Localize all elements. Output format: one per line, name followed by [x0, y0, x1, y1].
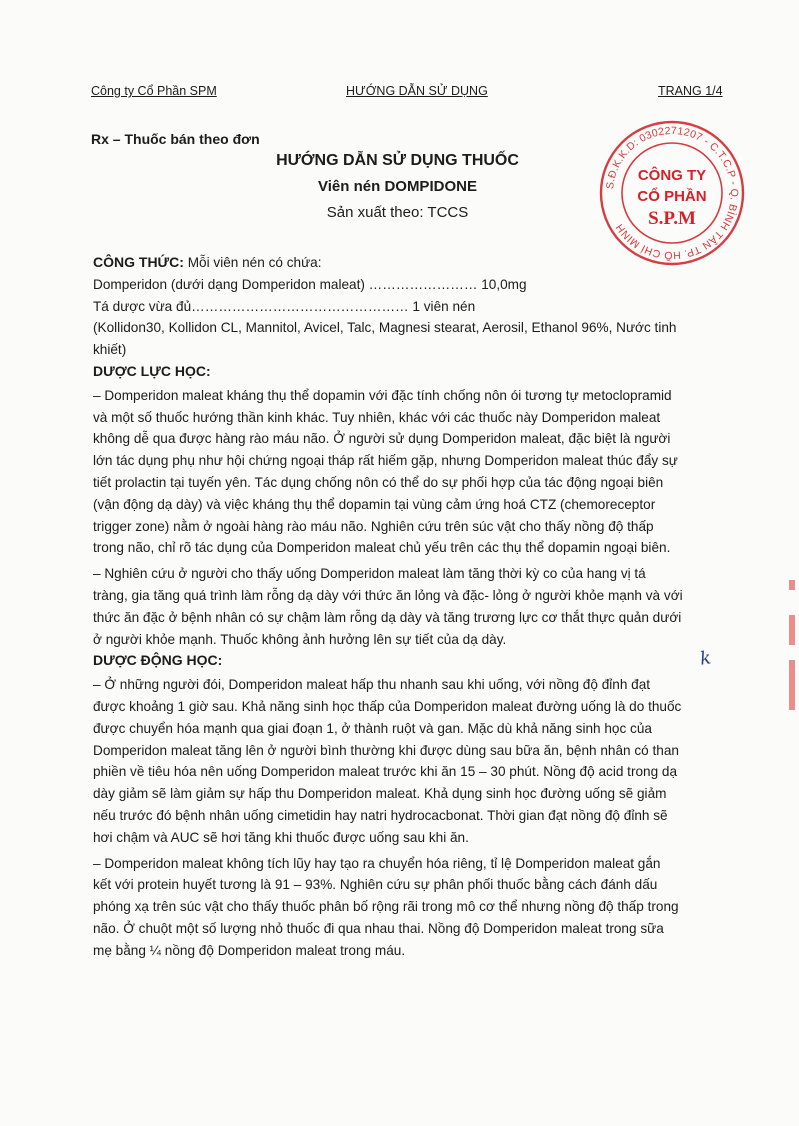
pharmacokinetics-paragraph-2	[93, 853, 733, 962]
paragraph-line: mẹ bằng ¼ nồng độ Domperidon maleat trong máu.	[93, 942, 406, 958]
paragraph-line: tiết prolactin tại tuyến yên. Tác dụng chống nôn có thể do sự phối hợp của tác động ngoại biên	[93, 474, 664, 490]
paragraph-line: trong não, chỉ rõ tác dụng của Domperidon maleat chủ yếu trên các thụ thể dopamin ngoại biên.	[93, 540, 671, 556]
paragraph-line: – Nghiên cứu ở người cho thấy uống Domperidon maleat làm tăng thời kỳ co của hang vị tá	[93, 566, 646, 582]
formula-intro: Mỗi viên nén có chứa:	[183, 255, 322, 270]
paragraph-line: dày giảm sẽ làm giảm sự hấp thu Domperidon maleat. Khả dụng sinh học đường uống sẽ giảm	[93, 786, 667, 802]
paragraph-line: Domperidon maleat tăng lên ở người bình thường khi được dùng sau bữa ăn, bệnh nhân có than	[93, 742, 679, 758]
header-company: Công ty Cổ Phần SPM	[91, 84, 217, 98]
paragraph-line: tràng, gia tăng quá trình làm rỗng dạ dày với thức ăn lỏng và đặc- lỏng ở người khỏe mạnh và với	[93, 587, 683, 603]
paragraph-line: lớn tác dụng phụ như hội chứng ngoại tháp rất hiếm gặp, nhưng Domperidon maleat thúc đẩy sự	[93, 453, 678, 469]
formula-excipients-list: (Kollidon30, Kollidon CL, Mannitol, Avicel, Talc, Magnesi stearat, Aerosil, Ethanol 96%, Nước tinh	[93, 320, 677, 336]
paragraph-line: não. Ở chuột một số lượng nhỏ thuốc đi qua nhau thai. Nồng độ Domperidon maleat trong sữa	[93, 920, 664, 936]
paragraph-line: nếu trước đó bệnh nhân uống cimetidin hay natri hydrocacbonat. Thời gian đạt nồng độ đỉnh sẽ	[93, 807, 668, 823]
handwritten-initial: k	[698, 647, 713, 670]
paragraph-line: không dễ qua được hàng rào máu não. Ở người sử dụng Domperidon maleat, đặc biệt là người	[93, 431, 671, 447]
edge-red-mark	[789, 660, 795, 710]
paragraph-line: phiền về tiêu hóa nên uống Domperidon maleat trước khi ăn 15 – 30 phút. Nồng độ acid trong dạ	[93, 764, 678, 780]
document-title: HƯỚNG DẪN SỬ DỤNG THUỐC	[276, 152, 519, 169]
paragraph-line: được chuyển hóa mạnh qua giai đoạn 1, ở thành ruột và gan. Mặc dù khả năng sinh học của	[93, 720, 652, 736]
header-doc-title: HƯỚNG DẪN SỬ DỤNG	[346, 84, 488, 98]
company-seal-stamp	[597, 118, 747, 268]
edge-red-mark	[789, 615, 795, 645]
paragraph-line: ở người khỏe mạnh. Thuốc không ảnh hưởng lên sự tiết của dạ dày.	[93, 631, 507, 647]
stamp-line-3: S.P.M	[648, 208, 696, 229]
paragraph-line: thức ăn đặc ở bệnh nhân có sự chậm làm rỗng dạ dày và tăng trương lực cơ thắt thực quản dưới	[93, 609, 682, 625]
edge-red-mark	[789, 580, 795, 590]
paragraph-line: trigger zone) nằm ở ngoài hàng rào máu não. Nghiên cứu trên súc vật cho thấy nồng độ thấp	[93, 518, 654, 534]
pharmacodynamics-heading: DƯỢC LỰC HỌC:	[93, 362, 211, 379]
paragraph-line: và một số thuốc hướng thần kinh khác. Tuy nhiên, khác với các thuốc này Domperidon maleat	[93, 409, 661, 425]
formula-excipients-list-end: khiết)	[93, 342, 127, 358]
pharmacodynamics-paragraph-2	[93, 563, 733, 650]
stamp-line-2: CỔ PHẦN	[637, 188, 707, 205]
pharmacodynamics-paragraph-1	[93, 385, 733, 559]
pharmacokinetics-heading: DƯỢC ĐỘNG HỌC:	[93, 652, 223, 669]
formula-heading-line	[93, 252, 733, 274]
stamp-line-1: CÔNG TY	[637, 167, 707, 184]
document-body	[93, 252, 733, 962]
paragraph-line: phóng xạ trên súc vật cho thấy thuốc phân bố rộng rãi trong mô cơ thể nhưng nồng độ thấp trong	[93, 899, 679, 915]
formula-row-active: Domperidon (dưới dạng Domperidon maleat) …………………… 10,0mg	[93, 276, 527, 292]
paragraph-line: kết với protein huyết tương là 91 – 93%. Nghiên cứu sự phân phối thuốc bằng cách đánh dấu	[93, 877, 658, 893]
manufacturing-standard: Sản xuất theo: TCCS	[326, 204, 469, 221]
paragraph-line: hơi chậm và AUC sẽ hơi tăng khi thuốc được uống sau khi ăn.	[93, 829, 469, 845]
paragraph-line: – Ở những người đói, Domperidon maleat hấp thu nhanh sau khi uống, với nồng độ đỉnh đạt	[93, 677, 651, 693]
paragraph-line: (vận động dạ dày) và việc kháng thụ thể dopamin tại vùng cảm ứng hoá CTZ (chemoreceptor	[93, 496, 656, 512]
paragraph-line: – Domperidon maleat không tích lũy hay tạo ra chuyển hóa riêng, tỉ lệ Domperidon maleat gắn	[93, 855, 661, 871]
paragraph-line: – Domperidon maleat kháng thụ thể dopamin với đặc tính chống nôn ói tương tự metoclopramid	[93, 387, 672, 403]
prescription-label: Rx – Thuốc bán theo đơn	[91, 131, 260, 147]
formula-row-excipient: Tá dược vừa đủ………………………………………… 1 viên nén	[93, 298, 476, 314]
paragraph-line: được khoảng 1 giờ sau. Khả năng sinh học thấp của Domperidon maleat đường uống là do thuốc	[93, 698, 682, 714]
product-name: Viên nén DOMPIDONE	[318, 178, 477, 195]
stamp-ring-text: S.Đ.K.K.D: 0302271207 - C.T.C.P - Q. BÌNH TÂN TP. HỒ CHÍ MINH	[604, 124, 741, 262]
formula-heading: CÔNG THỨC:	[93, 254, 184, 270]
pharmacokinetics-paragraph-1	[93, 674, 733, 848]
header-page-number: TRANG 1/4	[658, 84, 723, 98]
